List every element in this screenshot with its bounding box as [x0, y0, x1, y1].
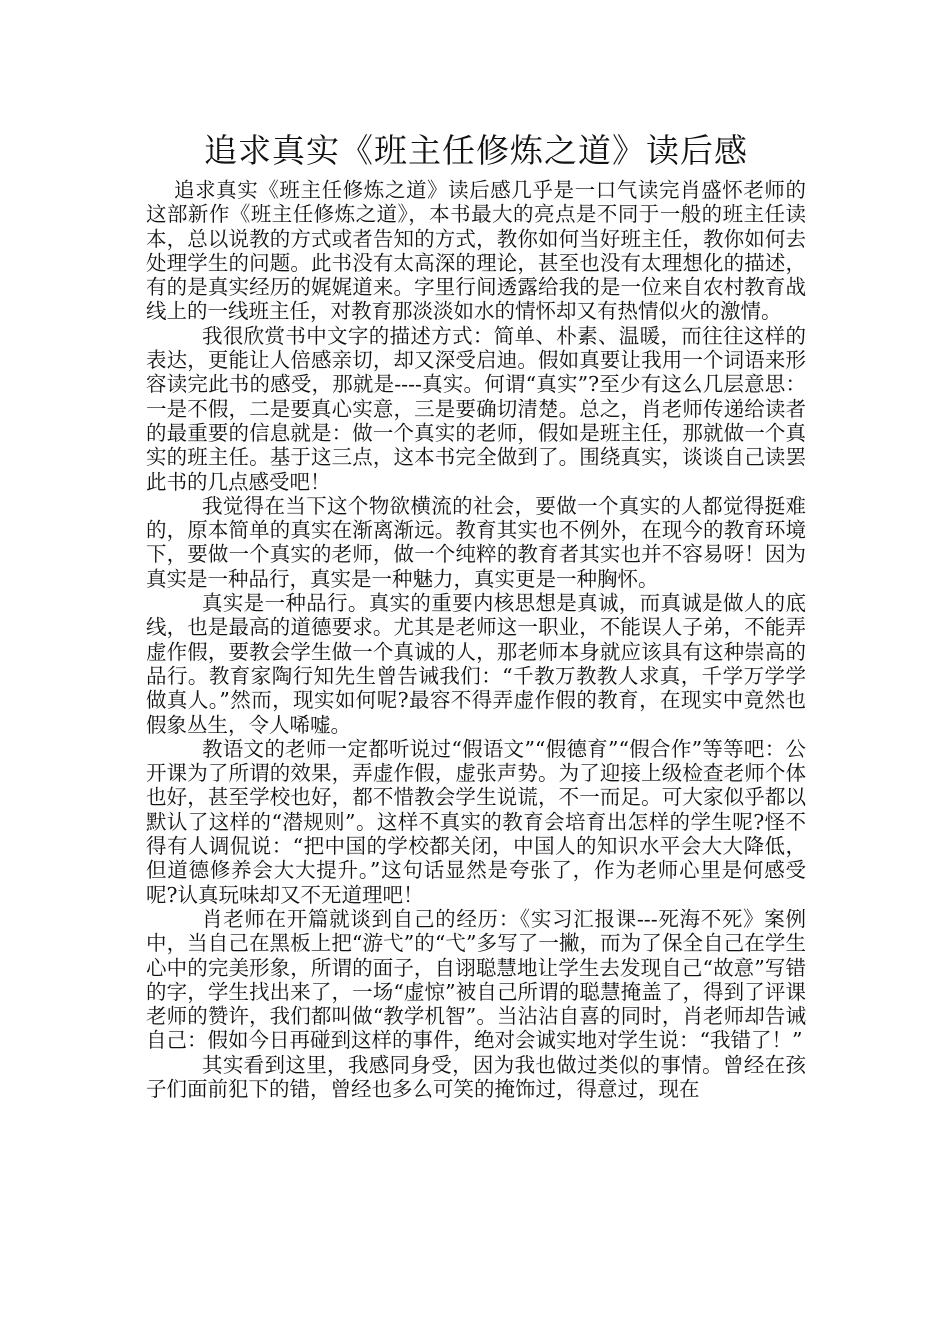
- paragraph-3: 我觉得在当下这个物欲横流的社会，要做一个真实的人都觉得挺难的，原本简单的真实在渐离渐远。教育其实也不例外，在现今的教育环境下，要做一个真实的老师，做一个纯粹的教育者其实也并不容易呀！因为真实是一种品行，真实是一种魅力，真实更是一种胸怀。: [146, 493, 806, 591]
- paragraph-7: 其实看到这里，我感同身受，因为我也做过类似的事情。曾经在孩子们面前犯下的错，曾经也多么可笑的掩饰过，得意过，现在: [146, 1052, 806, 1101]
- paragraph-5: 教语文的老师一定都听说过“假语文”“假德育”“假合作”等等吧：公开课为了所谓的效果，弄虚作假，虚张声势。为了迎接上级检查老师个体也好，甚至学校也好，都不惜教会学生说谎，不一而足。可大家似乎都以默认了这样的“潜规则”。这样不真实的教育会培育出怎样的学生呢?怪不得有人调侃说：“把中国的学校都关闭，中国人的知识水平会大大降低，但道德修养会大大提升。”这句话显然是夸张了，作为老师心里是何感受呢?认真玩味却又不无道理吧！: [146, 736, 806, 907]
- paragraph-1: 追求真实《班主任修炼之道》读后感几乎是一口气读完肖盛怀老师的这部新作《班主任修炼之道》，本书最大的亮点是不同于一般的班主任读本，总以说教的方式或者告知的方式，教你如何当好班主任，教你如何去处理学生的问题。此书没有太高深的理论，甚至也没有太理想化的描述，有的是真实经历的娓娓道来。字里行间透露给我的是一位来自农村教育战线上的一线班主任，对教育那淡淡如水的情怀却又有热情似火的激情。: [146, 178, 806, 324]
- document-title: 追求真实《班主任修炼之道》读后感: [204, 131, 748, 170]
- paragraph-2: 我很欣赏书中文字的描述方式：简单、朴素、温暖，而往往这样的表达，更能让人倍感亲切，却又深受启迪。假如真要让我用一个词语来形容读完此书的感受，那就是----真实。何谓“真实”?至少有这么几层意思：一是不假，二是要真心实意，三是要确切清楚。总之，肖老师传递给读者的最重要的信息就是：做一个真实的老师，假如是班主任，那就做一个真实的班主任。基于这三点，这本书完全做到了。围绕真实，谈谈自己读罢此书的几点感受吧！: [146, 323, 806, 494]
- paragraph-4: 真实是一种品行。真实的重要内核思想是真诚，而真诚是做人的底线，也是最高的道德要求。尤其是老师这一职业，不能误人子弟，不能弄虚作假，要教会学生做一个真诚的人，那老师本身就应该具有这种崇高的品行。教育家陶行知先生曾告诫我们：“千教万教教人求真，千学万学学做真人。”然而，现实如何呢?最容不得弄虚作假的教育，在现实中竟然也假象丛生，令人唏嘘。: [146, 591, 806, 737]
- paragraph-6: 肖老师在开篇就谈到自己的经历：《实习汇报课---死海不死》案例中，当自己在黑板上把“游弋”的“弋”多写了一撇，而为了保全自己在学生心中的完美形象，所谓的面子，自诩聪慧地让学生去发现自己“故意”写错的字，学生找出来了，一场“虚惊”被自己所谓的聪慧掩盖了，得到了评课老师的赞许，我们都叫做“教学机智”。当沾沾自喜的同时，肖老师却告诫自己：假如今日再碰到这样的事件，绝对会诚实地对学生说：“我错了！”: [146, 906, 806, 1053]
- document-page: [146, 128, 806, 1101]
